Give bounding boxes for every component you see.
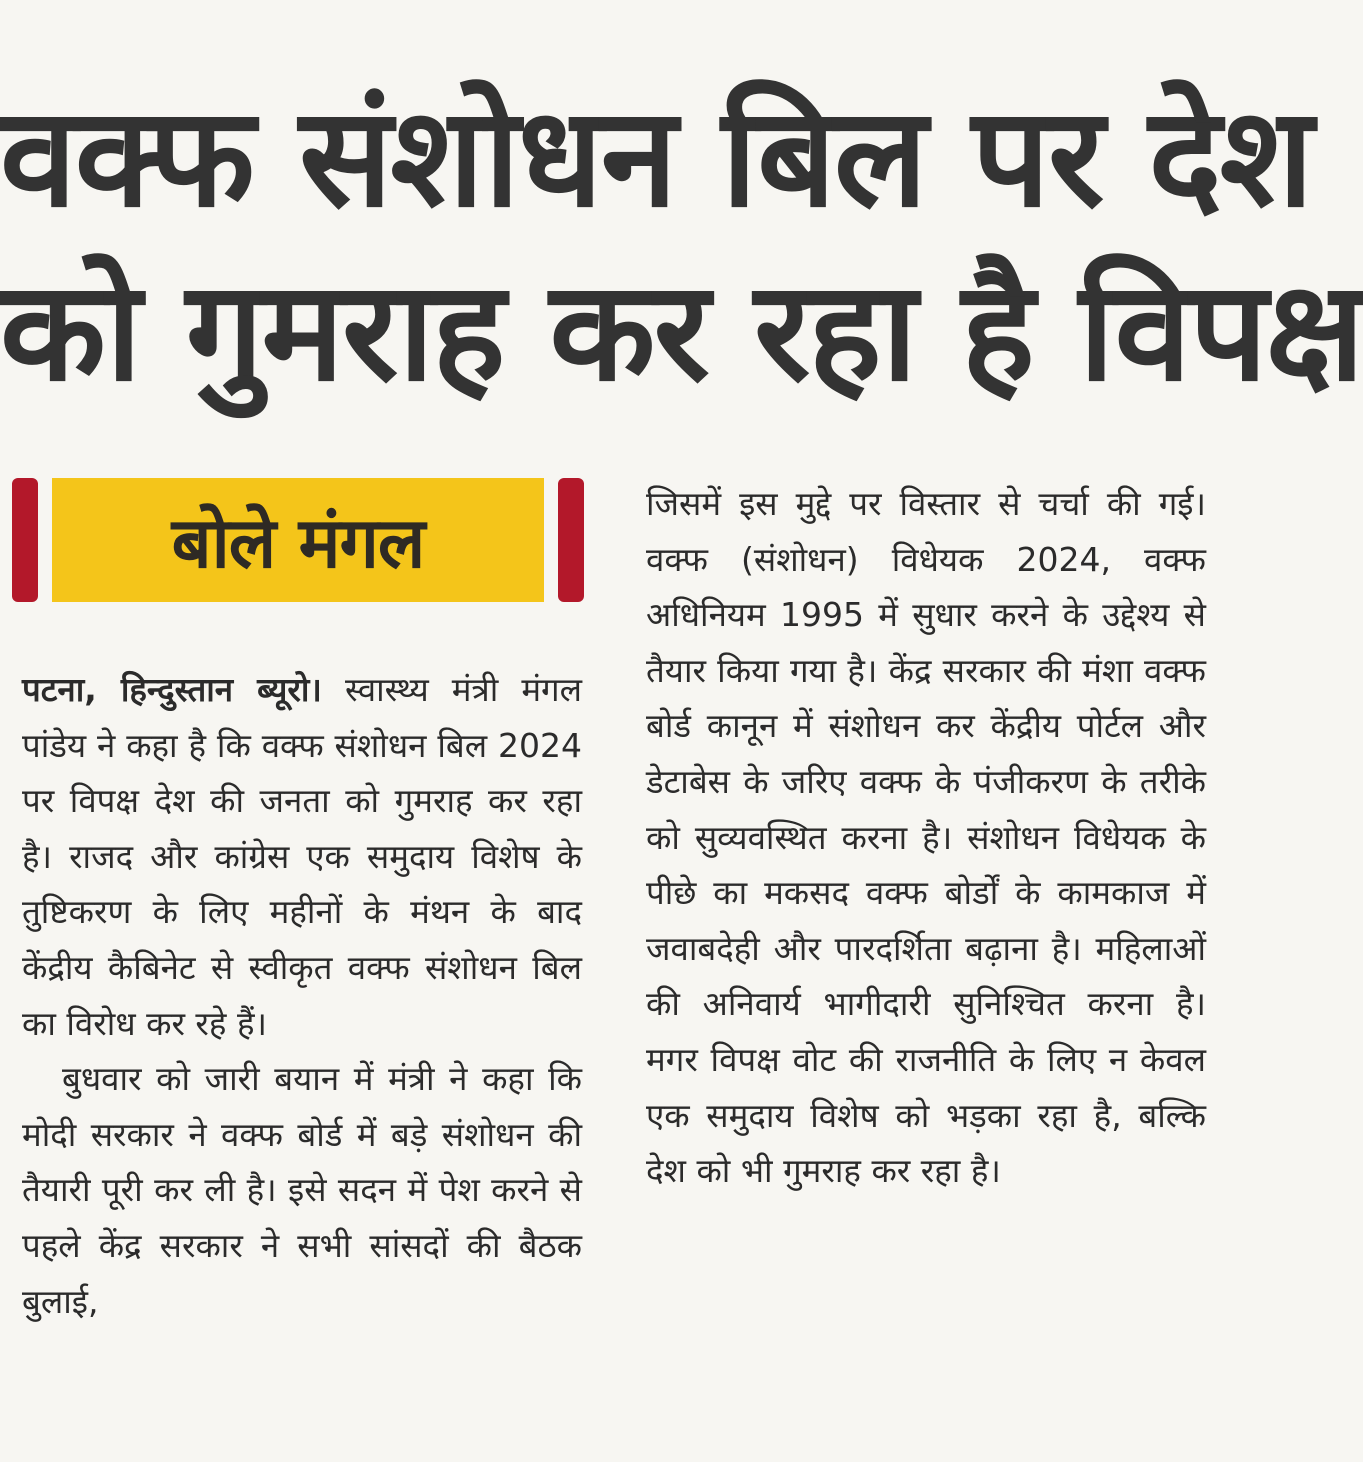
section-label-box [12,478,584,602]
headline-line-2: को गुमराह कर रहा है विपक्ष [0,251,1363,412]
label-left-bar [12,478,38,602]
article-column-left [22,662,582,1329]
headline-line-1: वक्फ संशोधन बिल पर देश [0,77,1312,238]
article-paragraph-1 [22,662,582,1051]
label-fill [52,478,544,602]
article-paragraph-2: बुधवार को जारी बयान में मंत्री ने कहा कि मोदी सरकार ने वक्फ बोर्ड में बड़े संशोधन की तैयारी पूरी कर ली है। इसे सदन में पेश करने से पहले केंद्र सरकार ने सभी सांसदों की बैठक बुलाई, [22,1059,582,1321]
article-paragraph-3: जिसमें इस मुद्दे पर विस्तार से चर्चा की गई। वक्फ (संशोधन) विधेयक 2024, वक्फ अधिनियम 1995 में सुधार करने के उद्देश्य से तैयार किया गया है। केंद्र सरकार की मंशा वक्फ बोर्ड कानून में संशोधन कर केंद्रीय पोर्टल और डेटाबेस के जरिए वक्फ के पंजीकरण के तरीके को सुव्यवस्थित करना है। संशोधन विधेयक के पीछे का मकसद वक्फ बोर्डों के कामकाज में जवाबदेही और पारदर्शिता बढ़ाना है। महिलाओं की अनिवार्य भागीदारी सुनिश्चित करना है। मगर विपक्ष वोट की राजनीति के लिए न केवल एक समुदाय विशेष को भड़का रहा है, बल्कि देश को भी गुमराह कर रहा है। [646,484,1206,1191]
article-column-right [646,476,1206,1199]
section-label: बोले मंगल [171,502,425,584]
paragraph-1-text: स्वास्थ्य मंत्री मंगल पांडेय ने कहा है कि वक्फ संशोधन बिल 2024 पर विपक्ष देश की जनता को गुमराह कर रहा है। राजद और कांग्रेस एक समुदाय विशेष के तुष्टिकरण के लिए महीनों के मंथन के बाद केंद्रीय कैबिनेट से स्वीकृत वक्फ संशोधन बिल का विरोध कर रहे हैं। [22,670,583,1043]
dateline: पटना, हिन्दुस्तान ब्यूरो। [22,670,322,709]
label-right-bar [558,478,584,602]
